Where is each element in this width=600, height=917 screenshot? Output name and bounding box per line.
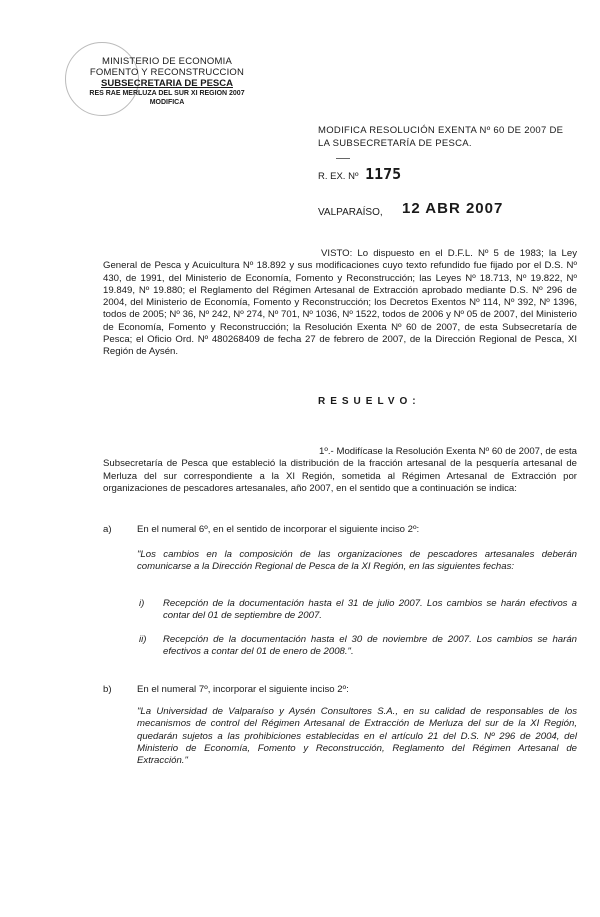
letterhead-reference: RES RAE MERLUZA DEL SUR XI REGION 2007 [89,90,245,97]
article-1-paragraph: 1º.- Modifícase la Resolución Exenta Nº 60 de 2007, de esta Subsecretaría de Pesca que estableció la distribución de la fracción artesanal de la pesquería artesanal de Merluza del sur correspondiente a la XI Región, sometida al Régimen Artesanal de Extracción por organizaciones de pescadores artesanales, año 2007, en el sentido que a continuación se indica: [103,446,577,494]
letterhead-tag: MODIFICA [149,99,185,106]
subitem-i-text: Recepción de la documentación hasta el 31 de julio 2007. Los cambios se harán efectivos a contar del 01 de septiembre de 2007. [163,598,577,622]
resolution-stamp-number: 1175 [365,165,402,183]
item-a-quote: "Los cambios en la composición de las organizaciones de pescadores artesanales deberán comunicarse a la Dirección Regional de Pesca de la XI Región, en las siguientes fechas: [137,549,577,573]
subitem-ii-text: Recepción de la documentación hasta el 30 de noviembre de 2007. Los cambios se harán efectivos a contar del 01 de enero de 2008.". [163,634,577,658]
item-b-letter: b) [103,684,112,695]
document-city: VALPARAÍSO, [318,207,383,218]
item-b-text: En el numeral 7º, incorporar el siguiente inciso 2º: [137,684,349,695]
resuelvo-heading: RESUELVO: [318,396,421,407]
document-subject: MODIFICA RESOLUCIÓN EXENTA Nº 60 DE 2007 DE LA SUBSECRETARÍA DE PESCA. [318,125,564,149]
item-b-quote: "La Universidad de Valparaíso y Aysén Consultores S.A., en su calidad de responsables de los mecanismos de control del Régimen Artesanal de Extracción de Merluza del sur de la XI Región, quedarán sujetos a las prohibiciones establecidas en el artículo 21 del D.S. Nº 296 de 2004, del Ministerio de Economía, Fomento y Reconstrucción, Reglamento del Régimen Artesanal de Extracción." [137,706,577,767]
subitem-ii-label: ii) [139,634,147,645]
document-date-stamp: 12 ABR 2007 [402,200,504,217]
resolution-number [318,165,401,183]
letterhead-subsecretaria: SUBSECRETARIA DE PESCA [101,78,233,89]
letterhead [72,56,262,107]
separator-mark [336,158,350,159]
item-a-letter: a) [103,524,112,535]
resolution-label: R. EX. Nº [318,171,359,182]
letterhead-ministry-2: FOMENTO Y RECONSTRUCCION [89,67,245,78]
item-a-text: En el numeral 6º, en el sentido de incorporar el siguiente inciso 2º: [137,524,420,535]
visto-paragraph: VISTO: Lo dispuesto en el D.F.L. Nº 5 de 1983; la Ley General de Pesca y Acuicultura Nº 18.892 y sus modificaciones cuyo texto refundido fue fijado por el D.S. Nº 430, de 1991, del Ministerio de Economía, Fomento y Reconstrucción; las Leyes Nº 18.713, Nº 19.822, Nº 19.849, Nº 19.880; el Reglamento del Régimen Artesanal de Extracción aprobado mediante D.S. Nº 296 de 2004, del Ministerio de Economía, Fomento y Reconstrucción; los Decretos Exentos Nº 114, Nº 392, Nº 1396, todos de 2005; Nº 36, Nº 242, Nº 274, Nº 701, Nº 1036, Nº 1522, todos de 2006 y Nº 05 de 2007, del Ministerio de Economía, Fomento y Reconstrucción; la Resolución Exenta Nº 60 de 2007, de esta Subsecretaría de Pesca; el Oficio Ord. Nº 480268409 de fecha 27 de febrero de 2007, de la Dirección Regional de Pesca, XI Región de Aysén. [103,248,577,358]
subitem-i-label: i) [139,598,145,609]
letterhead-ministry: MINISTERIO DE ECONOMIA [101,56,233,67]
